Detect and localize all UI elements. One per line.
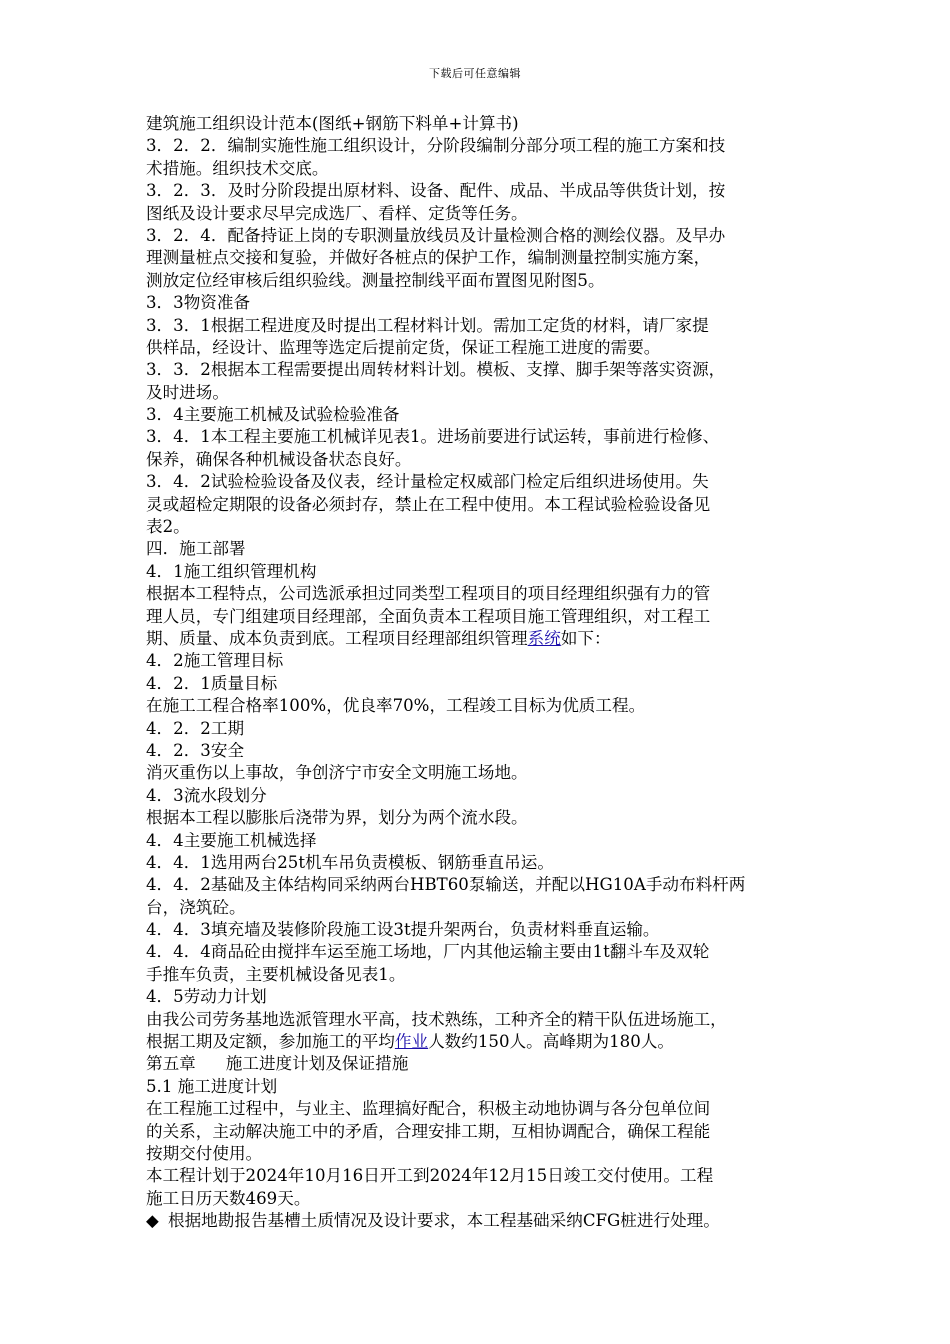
bullet-text: 根据地勘报告基槽土质情况及设计要求，本工程基础采纳CFG桩进行处理。 (168, 1211, 720, 1231)
chapter-number: 第五章 (146, 1054, 196, 1074)
text-line: 3．3．2根据本工程需要提出周转材料计划。模板、支撑、脚手架等落实资源， (146, 360, 726, 380)
text-line: 测放定位经审核后组织验线。测量控制线平面布置图见附图5。 (146, 270, 605, 290)
diamond-bullet-icon: ◆ (146, 1211, 159, 1231)
chapter-heading (146, 1053, 810, 1075)
text-line: 3．2．4．配备持证上岗的专职测量放线员及计量检测合格的测绘仪器。及早办 (146, 225, 726, 245)
chapter-heading: 四．施工部署 (146, 539, 246, 559)
text-line: 4．4．4商品砼由搅拌车运至施工场地，厂内其他运输主要由1t翻斗车及双轮 (146, 942, 710, 962)
text-line: 理测量桩点交接和复验，并做好各桩点的保护工作，编制测量控制实施方案， (146, 248, 711, 268)
text-line: 按期交付使用。 (146, 1143, 263, 1163)
section-heading: 4．4主要施工机械选择 (146, 830, 317, 850)
text-line: 在施工工程合格率100%，优良率70%，工程竣工目标为优质工程。 (146, 696, 646, 716)
text-line: 台，浇筑砼。 (146, 897, 246, 917)
system-link[interactable]: 系统 (527, 628, 561, 648)
text-line: 根据本工程以膨胀后浇带为界，划分为两个流水段。 (146, 808, 528, 828)
work-link[interactable]: 作业 (394, 1032, 429, 1052)
text-line: 4．4．3填充墙及装修阶段施工设3t提升架两台，负责材料垂直运输。 (146, 920, 660, 940)
subsection-heading: 4．2．3安全 (146, 740, 245, 760)
text-line: 本工程计划于2024年10月16日开工到2024年12月15日竣工交付使用。工程 (146, 1166, 714, 1186)
text-line: 保养，确保各种机械设备状态良好。 (146, 449, 412, 469)
text-line: 施工日历天数469天。 (146, 1188, 311, 1208)
section-heading: 4．1施工组织管理机构 (146, 561, 317, 581)
section-heading: 4．3流水段划分 (146, 785, 267, 805)
section-heading: 3．3物资准备 (146, 293, 251, 313)
text-line: 3．3．1根据工程进度及时提出工程材料计划。需加工定货的材料，请厂家提 (146, 315, 709, 335)
text-line-with-link (146, 628, 810, 650)
section-heading: 5.1 施工进度计划 (146, 1076, 278, 1096)
text-line: 及时进场。 (146, 382, 229, 402)
text-line: 4．4．2基础及主体结构同采纳两台HBT60泵输送，并配以HG10A手动布料杆两 (146, 875, 746, 895)
text-line: 灵或超检定期限的设备必须封存，禁止在工程中使用。本工程试验检验设备见 (146, 494, 711, 514)
page-header: 下载后可任意编辑 (429, 67, 521, 80)
line-text-after: 如下： (560, 628, 611, 648)
text-line: 3．4．1本工程主要施工机械详见表1。进场前要进行试运转，事前进行检修、 (146, 427, 720, 447)
text-line: 由我公司劳务基地选派管理水平高，技术熟练，工种齐全的精干队伍进场施工， (146, 1009, 727, 1029)
bullet-line (146, 1210, 810, 1232)
text-line: 理人员，专门组建项目经理部，全面负责本工程项目施工管理组织，对工程工 (146, 606, 711, 626)
section-heading: 3．4主要施工机械及试验检验准备 (146, 405, 400, 425)
text-line: 供样品，经设计、监理等选定后提前定货，保证工程施工进度的需要。 (146, 337, 661, 357)
chapter-title: 施工进度计划及保证措施 (225, 1054, 409, 1074)
text-line: 在工程施工过程中，与业主、监理搞好配合，积极主动地协调与各分包单位间 (146, 1099, 711, 1119)
subsection-heading: 4．2．1质量目标 (146, 673, 278, 693)
line-text: 期、质量、成本负责到底。工程项目经理部组织管理 (146, 628, 528, 648)
text-line: 3．2．3．及时分阶段提出原材料、设备、配件、成品、半成品等供货计划，按 (146, 181, 726, 201)
section-heading: 4．5劳动力计划 (146, 987, 267, 1007)
text-line: 术措施。组织技术交底。 (146, 158, 329, 178)
document-body (146, 113, 810, 1233)
text-line: 根据本工程特点，公司选派承担过同类型工程项目的项目经理组织强有力的管 (146, 584, 711, 604)
text-line-with-link (146, 1031, 810, 1053)
text-line: 手推车负责，主要机械设备见表1。 (146, 964, 406, 984)
line-text: 根据工期及定额，参加施工的平均 (146, 1032, 395, 1052)
text-line: 3．2．2．编制实施性施工组织设计，分阶段编制分部分项工程的施工方案和技 (146, 136, 726, 156)
section-heading: 4．2施工管理目标 (146, 651, 284, 671)
text-line: 4．4．1选用两台25t机车吊负责模板、钢筋垂直吊运。 (146, 852, 554, 872)
text-line: 的关系，主动解决施工中的矛盾，合理安排工期，互相协调配合，确保工程能 (146, 1121, 711, 1141)
document-title: 建筑施工组织设计范本(图纸+钢筋下料单+计算书) (146, 114, 519, 133)
text-line: 3．4．2试验检验设备及仪表，经计量检定权威部门检定后组织进场使用。失 (146, 472, 709, 492)
text-line: 消灭重伤以上事故，争创济宁市安全文明施工场地。 (146, 763, 528, 783)
subsection-heading: 4．2．2工期 (146, 718, 245, 738)
line-text-after: 人数约150人。高峰期为180人。 (428, 1032, 674, 1052)
text-line: 图纸及设计要求尽早完成选厂、看样、定货等任务。 (146, 203, 528, 223)
text-line: 表2。 (146, 517, 190, 537)
